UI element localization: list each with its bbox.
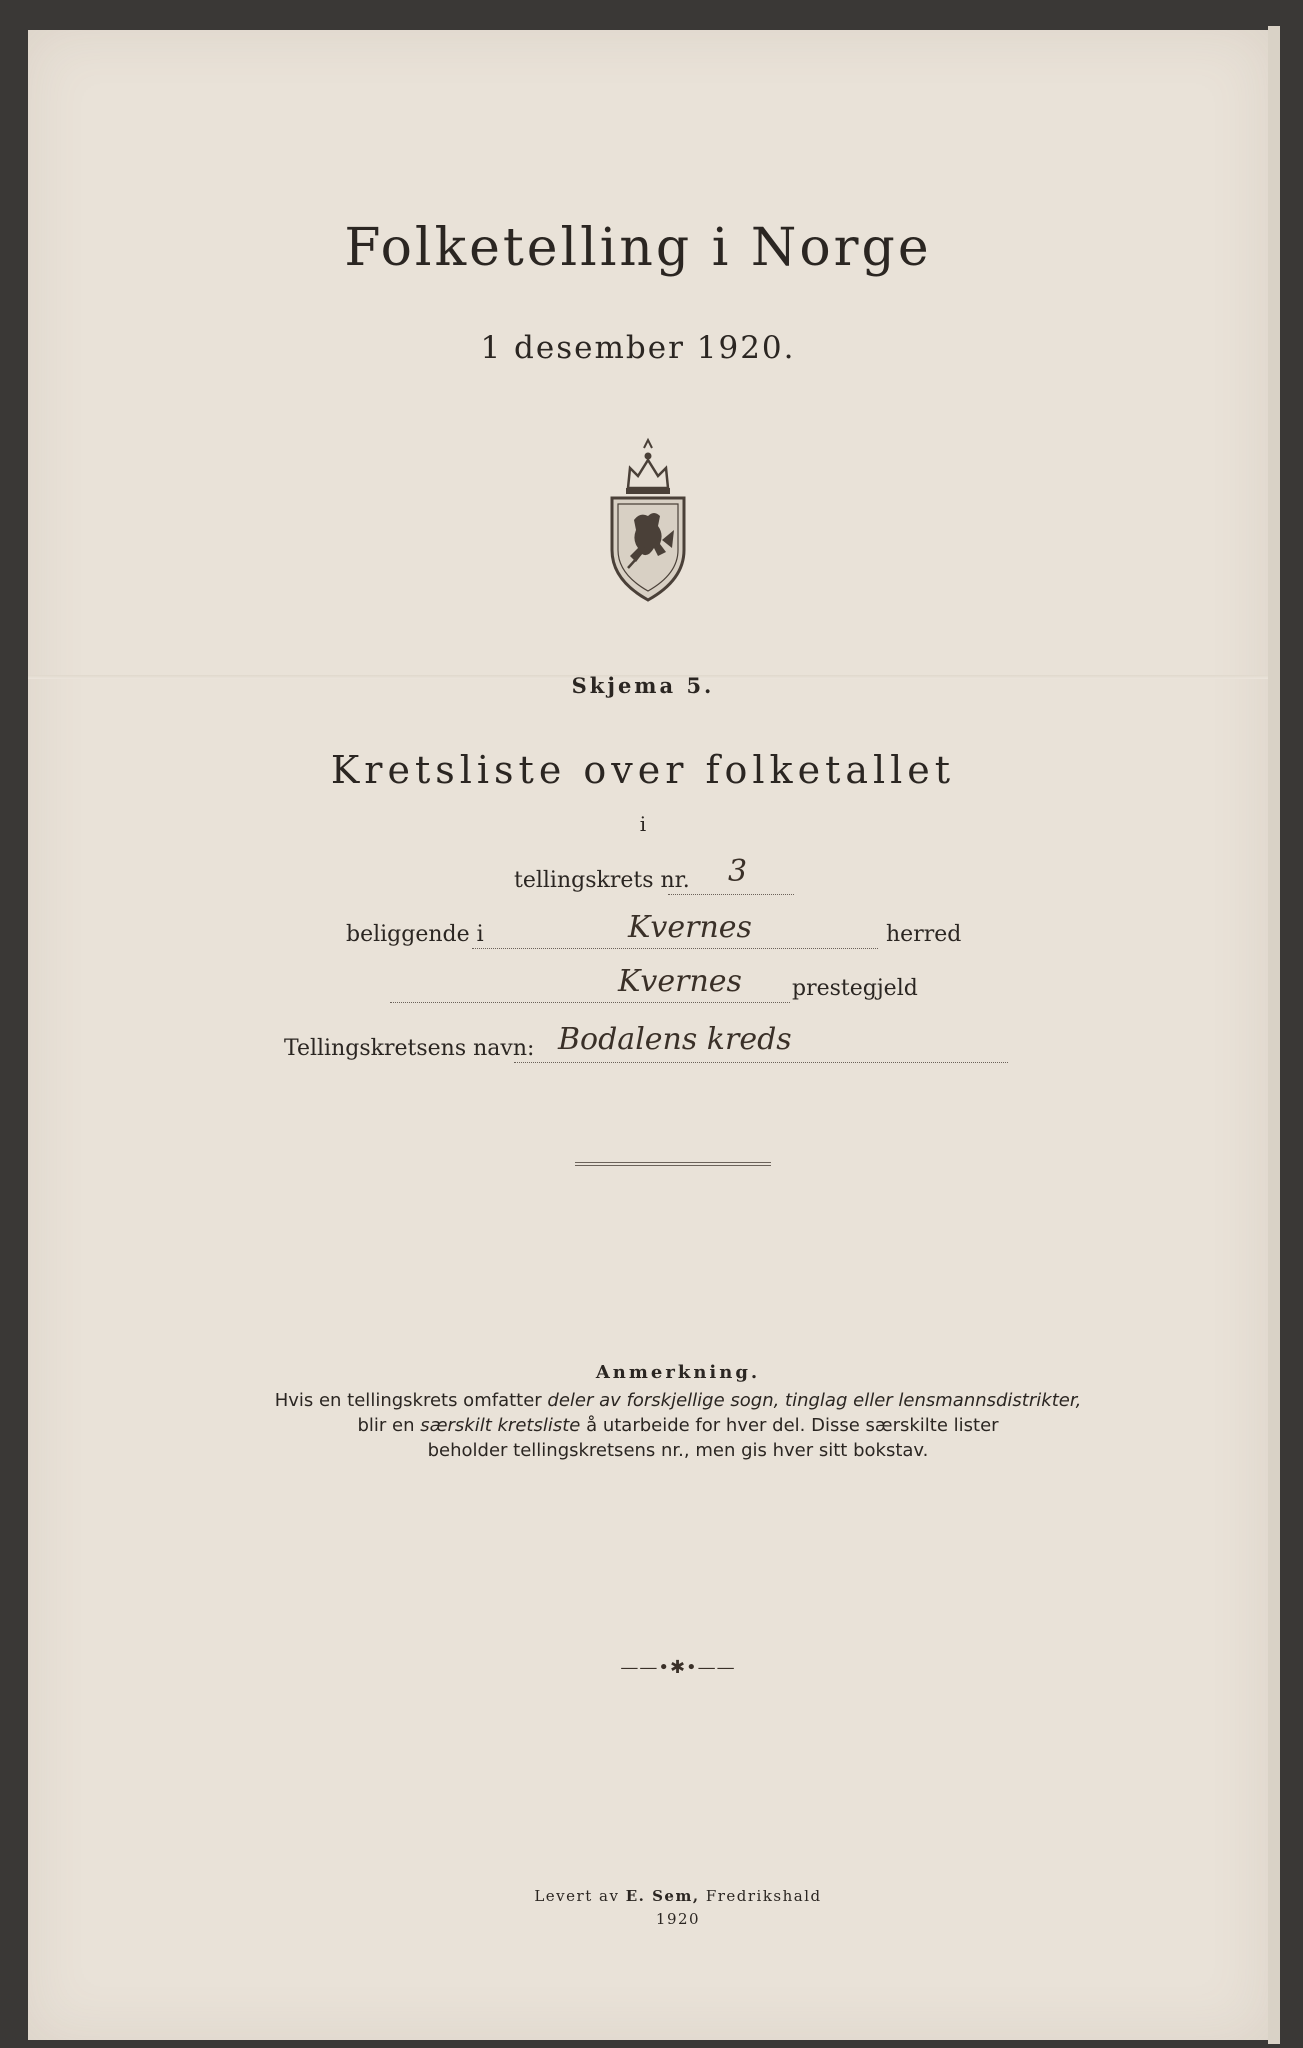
printer-year: 1920 [655,1910,701,1928]
note-line-1 [28,1390,1303,1411]
kretsnavn-label: Tellingskretsens navn: [284,1036,535,1061]
prestegjeld-label: prestegjeld [792,976,918,1001]
printer-name: E. Sem, [625,1887,700,1905]
page-title: Folketelling i Norge [344,218,932,278]
note-title: Anmerkning. [595,1362,761,1383]
kretsnavn-value: Bodalens kreds [558,1022,792,1057]
beliggende-line [472,948,878,949]
prestegjeld-value: Kvernes [618,964,742,999]
kretsnavn-line [514,1062,1008,1063]
note-line-3: beholder tellingskretsens nr., men gis hver sitt bokstav. [427,1440,929,1461]
tellingskrets-value: 3 [728,854,748,889]
note-line-1-text: Hvis en tellingskrets omfatter [274,1390,548,1411]
schema-number: Skjema 5. [571,673,715,698]
herred-label: herred [886,922,962,947]
section-divider [575,1162,771,1166]
connector-word: i [639,812,647,836]
beliggende-label: beliggende i [346,922,484,947]
herred-value: Kvernes [628,910,752,945]
tellingskrets-label: tellingskrets nr. [514,868,690,893]
census-form-page [28,30,1268,2040]
ornament-divider: ——•✱•—— [620,1657,736,1678]
prestegjeld-line [390,1002,790,1003]
norwegian-coat-of-arms-icon [588,430,708,610]
note-line-1-emphasis: deler av forskjellige sogn, tinglag eller lensmannsdistrikter, [547,1390,1082,1411]
census-date: 1 desember 1920. [480,330,796,366]
page-edge-strip [1268,26,1280,2044]
note-line-2-suffix: å utarbeide for hver del. Disse særskilte lister [580,1415,999,1436]
printer-credit [28,1887,1303,1905]
printer-city: Fredrikshald [699,1887,822,1905]
note-line-2 [28,1415,1303,1436]
printer-prefix: Levert av [534,1887,626,1905]
note-line-2-emphasis: særskilt kretsliste [420,1415,581,1436]
note-line-2-text: blir en [357,1415,421,1436]
form-heading: Kretsliste over folketallet [330,748,956,792]
tellingskrets-line [668,894,794,895]
